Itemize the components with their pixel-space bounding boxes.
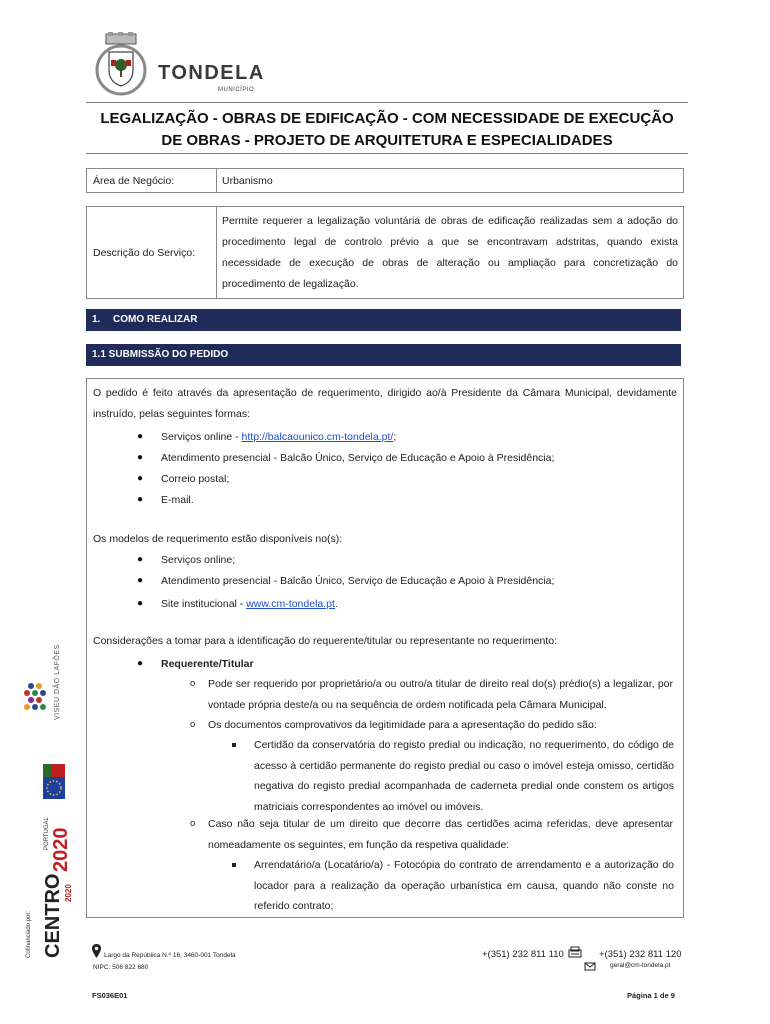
business-area-value: Urbanismo <box>217 169 684 193</box>
service-description-table <box>86 206 684 299</box>
list-item: Caso não seja titular de um direito que decorre das certidões acima referidas, deve apresentar nomeadamente os seguintes, em função da respetiva qualidade: <box>208 818 673 851</box>
footer-fax: +(351) 232 811 120 <box>599 949 682 960</box>
cofinanced-label: Cofinanciado por: <box>26 910 32 958</box>
list-item: Serviços online; <box>161 554 236 566</box>
portugal-2020-label: 2020 <box>50 827 72 872</box>
bullet-icon: ● <box>137 431 144 442</box>
title-line-1: LEGALIZAÇÃO - OBRAS DE EDIFICAÇÃO - COM NECESSIDADE DE EXECUÇÃO <box>100 110 674 127</box>
centro-2020-label: 2020 <box>64 884 73 902</box>
bullet-icon: ● <box>137 452 144 463</box>
bullet-icon: ● <box>137 494 144 505</box>
footer-address: Largo da República N.º 16, 3460-001 Tondela <box>104 952 236 959</box>
list-item: Atendimento presencial - Balcão Único, Serviço de Educação e Apoio à Presidência; <box>161 575 555 587</box>
page-title <box>86 108 688 152</box>
list-text: Serviços online - <box>161 431 242 443</box>
footer-page-number: Página 1 de 9 <box>627 991 675 1000</box>
cofinancing-sidebar <box>18 644 78 960</box>
list-item: Pode ser requerido por proprietário/a ou outro/a titular de direito real do(s) prédio(s) a legalizar, por vontade própria deste/a ou na sequência de ordem notificada pela Câmara Municipal. <box>208 678 673 711</box>
coat-of-arms-icon <box>92 32 150 100</box>
section-submission <box>86 344 681 366</box>
balcao-unico-link[interactable]: http://balcaounico.cm-tondela.pt/ <box>241 431 394 443</box>
email-icon <box>584 961 596 972</box>
header-rule-top <box>86 102 688 103</box>
list-item <box>161 594 338 614</box>
footer-phone: +(351) 232 811 110 <box>482 949 564 960</box>
eu-flag-icon <box>43 775 69 805</box>
list-item: E-mail. <box>161 494 194 506</box>
subsection-title: 1.1 SUBMISSÃO DO PEDIDO <box>92 349 229 360</box>
section-title: COMO REALIZAR <box>113 314 198 325</box>
footer-form-code: FS036E01 <box>92 991 128 1000</box>
bullet-icon: ● <box>137 658 144 669</box>
list-item: Certidão da conservatória do registo predial ou indicação, no requerimento, do código de acesso à certidão permanente do registo predial ou caso o imóvel esteja omisso, certidão negativa do registo predial acompanhada de caderneta predial onde constem os artigos matriciais correspondentes ao imóvel ou imóveis. <box>254 739 674 813</box>
list-item: Arrendatário/a (Locatário/a) - Fotocópia do contrato de arrendamento e a autorização do locador para a realização da operação urbanística em causa, quando não conste no referido contrato; <box>254 859 674 912</box>
list-item: Os documentos comprovativos da legitimidade para a apresentação do pedido são: <box>208 719 597 731</box>
models-intro: Os modelos de requerimento estão disponíveis no(s): <box>93 533 343 545</box>
site-link[interactable]: www.cm-tondela.pt <box>246 598 335 610</box>
list-item: Atendimento presencial - Balcão Único, Serviço de Educação e Apoio à Presidência; <box>161 452 555 464</box>
intro-paragraph: O pedido é feito através da apresentação de requerimento, dirigido ao/à Presidente da Câmara Municipal, devidamente instruído, pelas seguintes formas: <box>93 387 677 420</box>
content-box <box>86 378 684 918</box>
header-rule-bottom <box>86 153 688 154</box>
business-area-table <box>86 168 684 193</box>
considerations-paragraph: Considerações a tomar para a identificação do requerente/titular ou representante no requerimento: <box>93 635 558 647</box>
list-item <box>161 427 396 447</box>
footer-nipc: NIPC: 506 822 680 <box>93 964 149 971</box>
square-bullet-icon <box>232 743 236 747</box>
circle-bullet-icon: o <box>190 818 196 829</box>
list-text: Site institucional - <box>161 598 247 610</box>
centro-label: CENTRO <box>42 873 64 958</box>
bullet-icon: ● <box>137 473 144 484</box>
brand-subtitle: MUNICÍPIO <box>218 87 255 93</box>
square-bullet-icon <box>232 863 236 867</box>
list-text: . <box>334 598 338 610</box>
location-pin-icon <box>92 944 101 958</box>
viseu-dao-lafoes-label: VISEU DÃO LAFÕES <box>54 644 61 720</box>
title-line-2: DE OBRAS - PROJETO DE ARQUITETURA E ESPECIALIDADES <box>161 132 613 149</box>
municipality-logo <box>92 32 272 100</box>
portugal-label: PORTUGAL <box>44 817 50 850</box>
bullet-icon: ● <box>137 598 144 609</box>
circle-bullet-icon: o <box>190 719 196 730</box>
section-how-to <box>86 309 681 331</box>
service-description-value: Permite requerer a legalização voluntária de obras de edificação realizadas sem a adoção do procedimento legal de controlo prévio a que se encontravam adstritas, quando exista necessidade de execução de obras de alteração ou ampliação para concretização do procedimento de legalização. <box>217 207 684 299</box>
footer-email[interactable]: geral@cm-tondela.pt <box>610 962 671 969</box>
service-description-label: Descrição do Serviço: <box>87 207 217 299</box>
requester-heading: Requerente/Titular <box>161 658 254 670</box>
bullet-icon: ● <box>137 554 144 565</box>
brand-name: TONDELA <box>158 62 265 84</box>
business-area-label: Área de Negócio: <box>87 169 217 193</box>
circle-bullet-icon: o <box>190 678 196 689</box>
list-item: Correio postal; <box>161 473 230 485</box>
section-number: 1. <box>92 314 101 325</box>
fax-icon <box>568 946 582 958</box>
list-text: ; <box>393 431 397 443</box>
viseu-dao-lafoes-logo-icon <box>23 680 47 722</box>
bullet-icon: ● <box>137 575 144 586</box>
